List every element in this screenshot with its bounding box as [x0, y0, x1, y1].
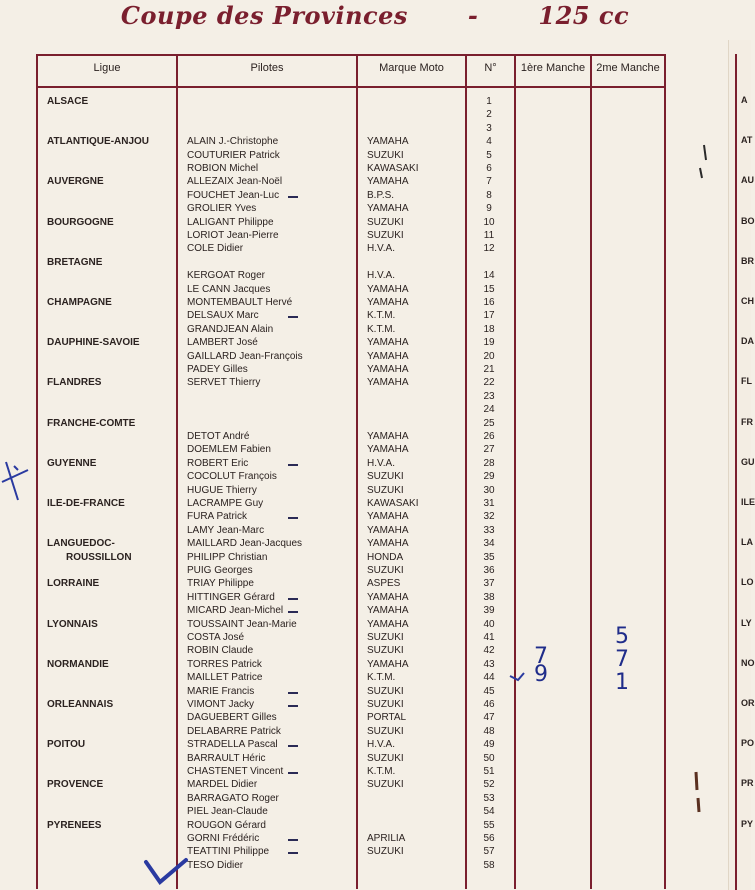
- pilot-name: MARIE Francis: [187, 685, 255, 697]
- motorcycle-make: YAMAHA: [367, 605, 409, 617]
- entry-number: 15: [483, 283, 495, 295]
- motorcycle-make: ASPES: [367, 578, 401, 590]
- pilot-name: FURA Patrick: [187, 511, 248, 523]
- motorcycle-make: K.T.M.: [367, 672, 396, 684]
- pilot-name: ROBIN Claude: [187, 645, 254, 657]
- motorcycle-make: SUZUKI: [367, 752, 404, 764]
- pilot-name: MONTEMBAULT Hervé: [187, 297, 293, 308]
- pilot-name: SERVET Thierry: [187, 377, 261, 389]
- next-page-label: LO: [741, 577, 754, 588]
- motorcycle-make: SUZUKI: [367, 565, 404, 576]
- entry-number: 24: [483, 404, 495, 416]
- pilot-name: PHILIPP Christian: [187, 551, 268, 563]
- entry-number: 57: [483, 846, 495, 858]
- next-page-label: AT: [741, 135, 753, 146]
- next-page-label: FR: [741, 416, 753, 427]
- pilot-name: PIEL Jean-Claude: [187, 806, 268, 818]
- next-page-edge: [728, 40, 755, 890]
- league-name: ROUSSILLON: [66, 551, 132, 563]
- next-page-label: AU: [741, 175, 754, 186]
- motorcycle-make: H.V.A.: [367, 739, 395, 751]
- entry-number: 34: [483, 538, 495, 550]
- pilot-name: COUTURIER Patrick: [187, 149, 280, 161]
- league-name: FRANCHE-COMTE: [47, 417, 136, 429]
- pilot-name: KERGOAT Roger: [187, 270, 265, 282]
- tick-mark: [510, 673, 524, 680]
- league-name: DAUPHINE-SAVOIE: [47, 337, 140, 349]
- entry-number: 38: [483, 591, 495, 603]
- motorcycle-make: YAMAHA: [367, 297, 409, 308]
- pilot-name: COSTA José: [187, 632, 245, 643]
- entry-number: 33: [483, 524, 495, 536]
- next-page-label: PY: [741, 818, 754, 829]
- entry-number: 3: [486, 122, 492, 134]
- header-manche-2: 2me Manche: [596, 62, 660, 74]
- pilot-name: ALLEZAIX Jean-Noël: [187, 176, 283, 188]
- pilot-name: VIMONT Jacky: [187, 699, 255, 710]
- motorcycle-make: YAMAHA: [367, 658, 409, 670]
- motorcycle-make: SUZUKI: [367, 685, 404, 697]
- entry-number: 30: [483, 484, 495, 496]
- entry-number: 35: [483, 551, 495, 563]
- pilot-name: TEATTINI Philippe: [187, 846, 270, 858]
- entry-number: 6: [486, 163, 492, 174]
- entry-number: 44: [483, 672, 495, 684]
- league-name: NORMANDIE: [47, 658, 109, 670]
- motorcycle-make: YAMAHA: [367, 337, 409, 349]
- entry-number: 12: [483, 243, 495, 255]
- motorcycle-make: B.P.S.: [367, 189, 395, 201]
- motorcycle-make: KAWASAKI: [367, 163, 419, 174]
- header-ligue: Ligue: [93, 62, 121, 74]
- next-page-border: [735, 54, 737, 890]
- motorcycle-make: SUZUKI: [367, 846, 404, 858]
- next-page-label: ILE: [741, 497, 755, 507]
- entry-number: 36: [483, 565, 495, 576]
- entry-number: 32: [483, 511, 495, 523]
- entry-number: 49: [483, 739, 495, 751]
- entry-number: 40: [483, 618, 495, 630]
- pilot-name: DELABARRE Patrick: [187, 725, 281, 737]
- motorcycle-make: SUZUKI: [367, 699, 404, 710]
- motorcycle-make: YAMAHA: [367, 350, 409, 362]
- league-name: ORLEANNAIS: [47, 699, 114, 710]
- pilot-name: GRANDJEAN Alain: [187, 323, 274, 335]
- entry-number: 45: [483, 685, 495, 697]
- league-name: ATLANTIQUE-ANJOU: [47, 136, 150, 148]
- motorcycle-make: YAMAHA: [367, 444, 409, 456]
- pilot-name: TESO Didier: [187, 859, 244, 871]
- motorcycle-make: YAMAHA: [367, 176, 409, 188]
- motorcycle-make: K.T.M.: [367, 766, 396, 777]
- handwritten-note-manche-1: 7 9: [534, 644, 548, 687]
- header-marque: Marque Moto: [379, 62, 444, 74]
- entry-number: 7: [486, 176, 492, 188]
- pilot-name: PUIG Georges: [187, 565, 253, 576]
- entry-number: 10: [483, 216, 495, 228]
- motorcycle-make: YAMAHA: [367, 538, 409, 550]
- entry-number: 46: [483, 699, 495, 710]
- league-name: LYONNAIS: [47, 618, 98, 630]
- pilot-name: COCOLUT François: [187, 471, 277, 483]
- motorcycle-make: SUZUKI: [367, 779, 404, 791]
- entry-number: 1: [486, 96, 492, 107]
- league-name: ALSACE: [47, 96, 89, 107]
- entry-number: 41: [483, 632, 495, 643]
- pilot-name: HITTINGER Gérard: [187, 591, 275, 603]
- pilot-name: BARRAULT Héric: [187, 752, 266, 764]
- entry-number: 26: [483, 431, 495, 442]
- league-name: FLANDRES: [47, 377, 102, 389]
- entry-number: 19: [483, 337, 495, 349]
- motorcycle-make: K.T.M.: [367, 323, 396, 335]
- entry-number: 21: [483, 364, 495, 375]
- entry-number: 20: [483, 350, 495, 362]
- league-name: PYRENEES: [47, 819, 102, 831]
- title-separator: -: [467, 1, 479, 30]
- next-page-label: NO: [741, 657, 755, 668]
- pilot-name: DOEMLEM Fabien: [187, 444, 271, 456]
- motorcycle-make: YAMAHA: [367, 618, 409, 630]
- league-name: GUYENNE: [47, 457, 97, 469]
- pilot-name: LAMY Jean-Marc: [187, 524, 265, 536]
- pilot-name: COLE Didier: [187, 243, 244, 255]
- entry-number: 27: [483, 444, 495, 456]
- entry-number: 52: [483, 779, 495, 791]
- pilot-name: ROUGON Gérard: [187, 819, 266, 831]
- motorcycle-make: YAMAHA: [367, 283, 409, 295]
- entry-number: 54: [483, 806, 495, 818]
- pilot-name: ROBERT Eric: [187, 457, 249, 469]
- motorcycle-make: HONDA: [367, 551, 404, 563]
- motorcycle-make: H.V.A.: [367, 243, 395, 255]
- entry-number: 50: [483, 752, 495, 764]
- pilot-name: LAMBERT José: [187, 337, 258, 349]
- motorcycle-make: KAWASAKI: [367, 498, 419, 509]
- pilot-name: BARRAGATO Roger: [187, 792, 279, 804]
- league-name: LANGUEDOC-: [47, 538, 115, 550]
- motorcycle-make: H.V.A.: [367, 270, 395, 282]
- motorcycle-make: K.T.M.: [367, 310, 396, 322]
- entry-number: 29: [483, 471, 495, 483]
- pilot-name: ALAIN J.-Christophe: [187, 136, 279, 148]
- next-page-label: BR: [741, 255, 754, 266]
- entry-number: 9: [486, 203, 492, 215]
- check-mark: [146, 860, 186, 882]
- next-page-label: FL: [741, 376, 752, 387]
- pilot-name: LORIOT Jean-Pierre: [187, 230, 279, 241]
- entry-number: 22: [483, 377, 495, 389]
- entry-number: 28: [483, 457, 495, 469]
- pilot-name: MARDEL Didier: [187, 779, 258, 791]
- league-name: AUVERGNE: [47, 176, 104, 188]
- header-pilotes: Pilotes: [250, 62, 284, 74]
- entry-number: 43: [483, 658, 495, 670]
- pilot-name: GAILLARD Jean-François: [187, 350, 303, 362]
- pilot-name: DAGUEBERT Gilles: [187, 712, 277, 724]
- next-page-label: GU: [741, 456, 755, 467]
- pilot-name: DELSAUX Marc: [187, 310, 259, 322]
- entry-number: 16: [483, 297, 495, 308]
- pilot-name: TOUSSAINT Jean-Marie: [187, 618, 297, 630]
- entry-number: 39: [483, 605, 495, 617]
- header-number: N°: [484, 62, 497, 74]
- entry-number: 56: [483, 833, 495, 844]
- cross-mark: [2, 462, 28, 500]
- next-page-label: LA: [741, 537, 753, 548]
- motorcycle-make: YAMAHA: [367, 511, 409, 523]
- entry-number: 5: [486, 149, 492, 161]
- margin-marks: [696, 772, 699, 812]
- motorcycle-make: SUZUKI: [367, 725, 404, 737]
- league-name: LORRAINE: [47, 578, 100, 590]
- next-page-label: BO: [741, 215, 755, 226]
- motorcycle-make: YAMAHA: [367, 524, 409, 536]
- motorcycle-make: SUZUKI: [367, 149, 404, 161]
- motorcycle-make: YAMAHA: [367, 364, 409, 375]
- league-name: ILE-DE-FRANCE: [47, 498, 125, 509]
- handwritten-note-manche-2: 5 7 1: [615, 624, 629, 695]
- motorcycle-make: SUZUKI: [367, 216, 404, 228]
- motorcycle-make: SUZUKI: [367, 632, 404, 643]
- pilot-name: MICARD Jean-Michel: [187, 605, 284, 617]
- pilot-name: FOUCHET Jean-Luc: [187, 189, 280, 201]
- league-name: BRETAGNE: [47, 256, 103, 268]
- motorcycle-make: YAMAHA: [367, 431, 409, 442]
- header-manche-1: 1ère Manche: [520, 62, 586, 74]
- next-page-label: CH: [741, 296, 754, 306]
- pilot-name: LACRAMPE Guy: [187, 498, 264, 509]
- entry-number: 55: [483, 819, 495, 831]
- motorcycle-make: YAMAHA: [367, 377, 409, 389]
- pilot-name: DETOT André: [187, 431, 250, 442]
- entry-number: 23: [483, 390, 495, 402]
- pilot-name: LALIGANT Philippe: [187, 216, 274, 228]
- motorcycle-make: APRILIA: [367, 833, 406, 844]
- pilot-name: TORRES Patrick: [187, 658, 262, 670]
- pilot-name: STRADELLA Pascal: [187, 739, 278, 751]
- next-page-label: DA: [741, 336, 754, 347]
- entry-number: 11: [483, 230, 495, 241]
- margin-marks: [700, 145, 706, 178]
- motorcycle-make: SUZUKI: [367, 230, 404, 241]
- pilot-name: TRIAY Philippe: [187, 578, 254, 590]
- next-page-label: PO: [741, 738, 755, 749]
- entry-number: 2: [486, 109, 492, 121]
- entry-number: 17: [483, 310, 495, 322]
- entry-number: 47: [483, 712, 495, 724]
- entry-number: 14: [483, 270, 495, 282]
- pilot-name: MAILLET Patrice: [187, 672, 263, 684]
- pilot-name: GROLIER Yves: [187, 203, 257, 215]
- pilot-name: LE CANN Jacques: [187, 283, 271, 295]
- league-name: CHAMPAGNE: [47, 297, 112, 308]
- entry-number: 42: [483, 645, 495, 657]
- entry-number: 58: [483, 859, 495, 871]
- entry-number: 37: [483, 578, 495, 590]
- next-page-label: A: [741, 95, 748, 105]
- league-name: BOURGOGNE: [47, 216, 114, 228]
- motorcycle-make: SUZUKI: [367, 471, 404, 483]
- motorcycle-make: PORTAL: [367, 712, 407, 724]
- league-name: PROVENCE: [47, 779, 104, 791]
- next-page-label: OR: [741, 698, 755, 708]
- pilot-name: ROBION Michel: [187, 163, 259, 174]
- entry-number: 4: [486, 136, 492, 148]
- motorcycle-make: SUZUKI: [367, 645, 404, 657]
- pilot-name: CHASTENET Vincent: [187, 766, 284, 777]
- entry-number: 31: [483, 498, 495, 509]
- next-page-label: LY: [741, 617, 752, 628]
- league-name: POITOU: [47, 739, 86, 751]
- pilot-name: MAILLARD Jean-Jacques: [187, 538, 303, 550]
- entry-number: 18: [483, 323, 495, 335]
- motorcycle-make: YAMAHA: [367, 136, 409, 148]
- pilot-name: PADEY Gilles: [187, 364, 248, 375]
- motorcycle-make: H.V.A.: [367, 457, 395, 469]
- pilot-name: HUGUE Thierry: [187, 484, 257, 496]
- motorcycle-make: SUZUKI: [367, 484, 404, 496]
- entry-number: 53: [483, 792, 495, 804]
- entry-number: 51: [483, 766, 495, 777]
- motorcycle-make: YAMAHA: [367, 203, 409, 215]
- motorcycle-make: YAMAHA: [367, 591, 409, 603]
- entry-number: 8: [486, 189, 492, 201]
- entry-number: 25: [483, 417, 495, 429]
- next-page-label: PR: [741, 778, 754, 789]
- entry-number: 48: [483, 725, 495, 737]
- pilot-name: GORNI Frédéric: [187, 833, 260, 844]
- title-class: 125 cc: [538, 1, 630, 30]
- title-text: Coupe des Provinces: [120, 1, 408, 30]
